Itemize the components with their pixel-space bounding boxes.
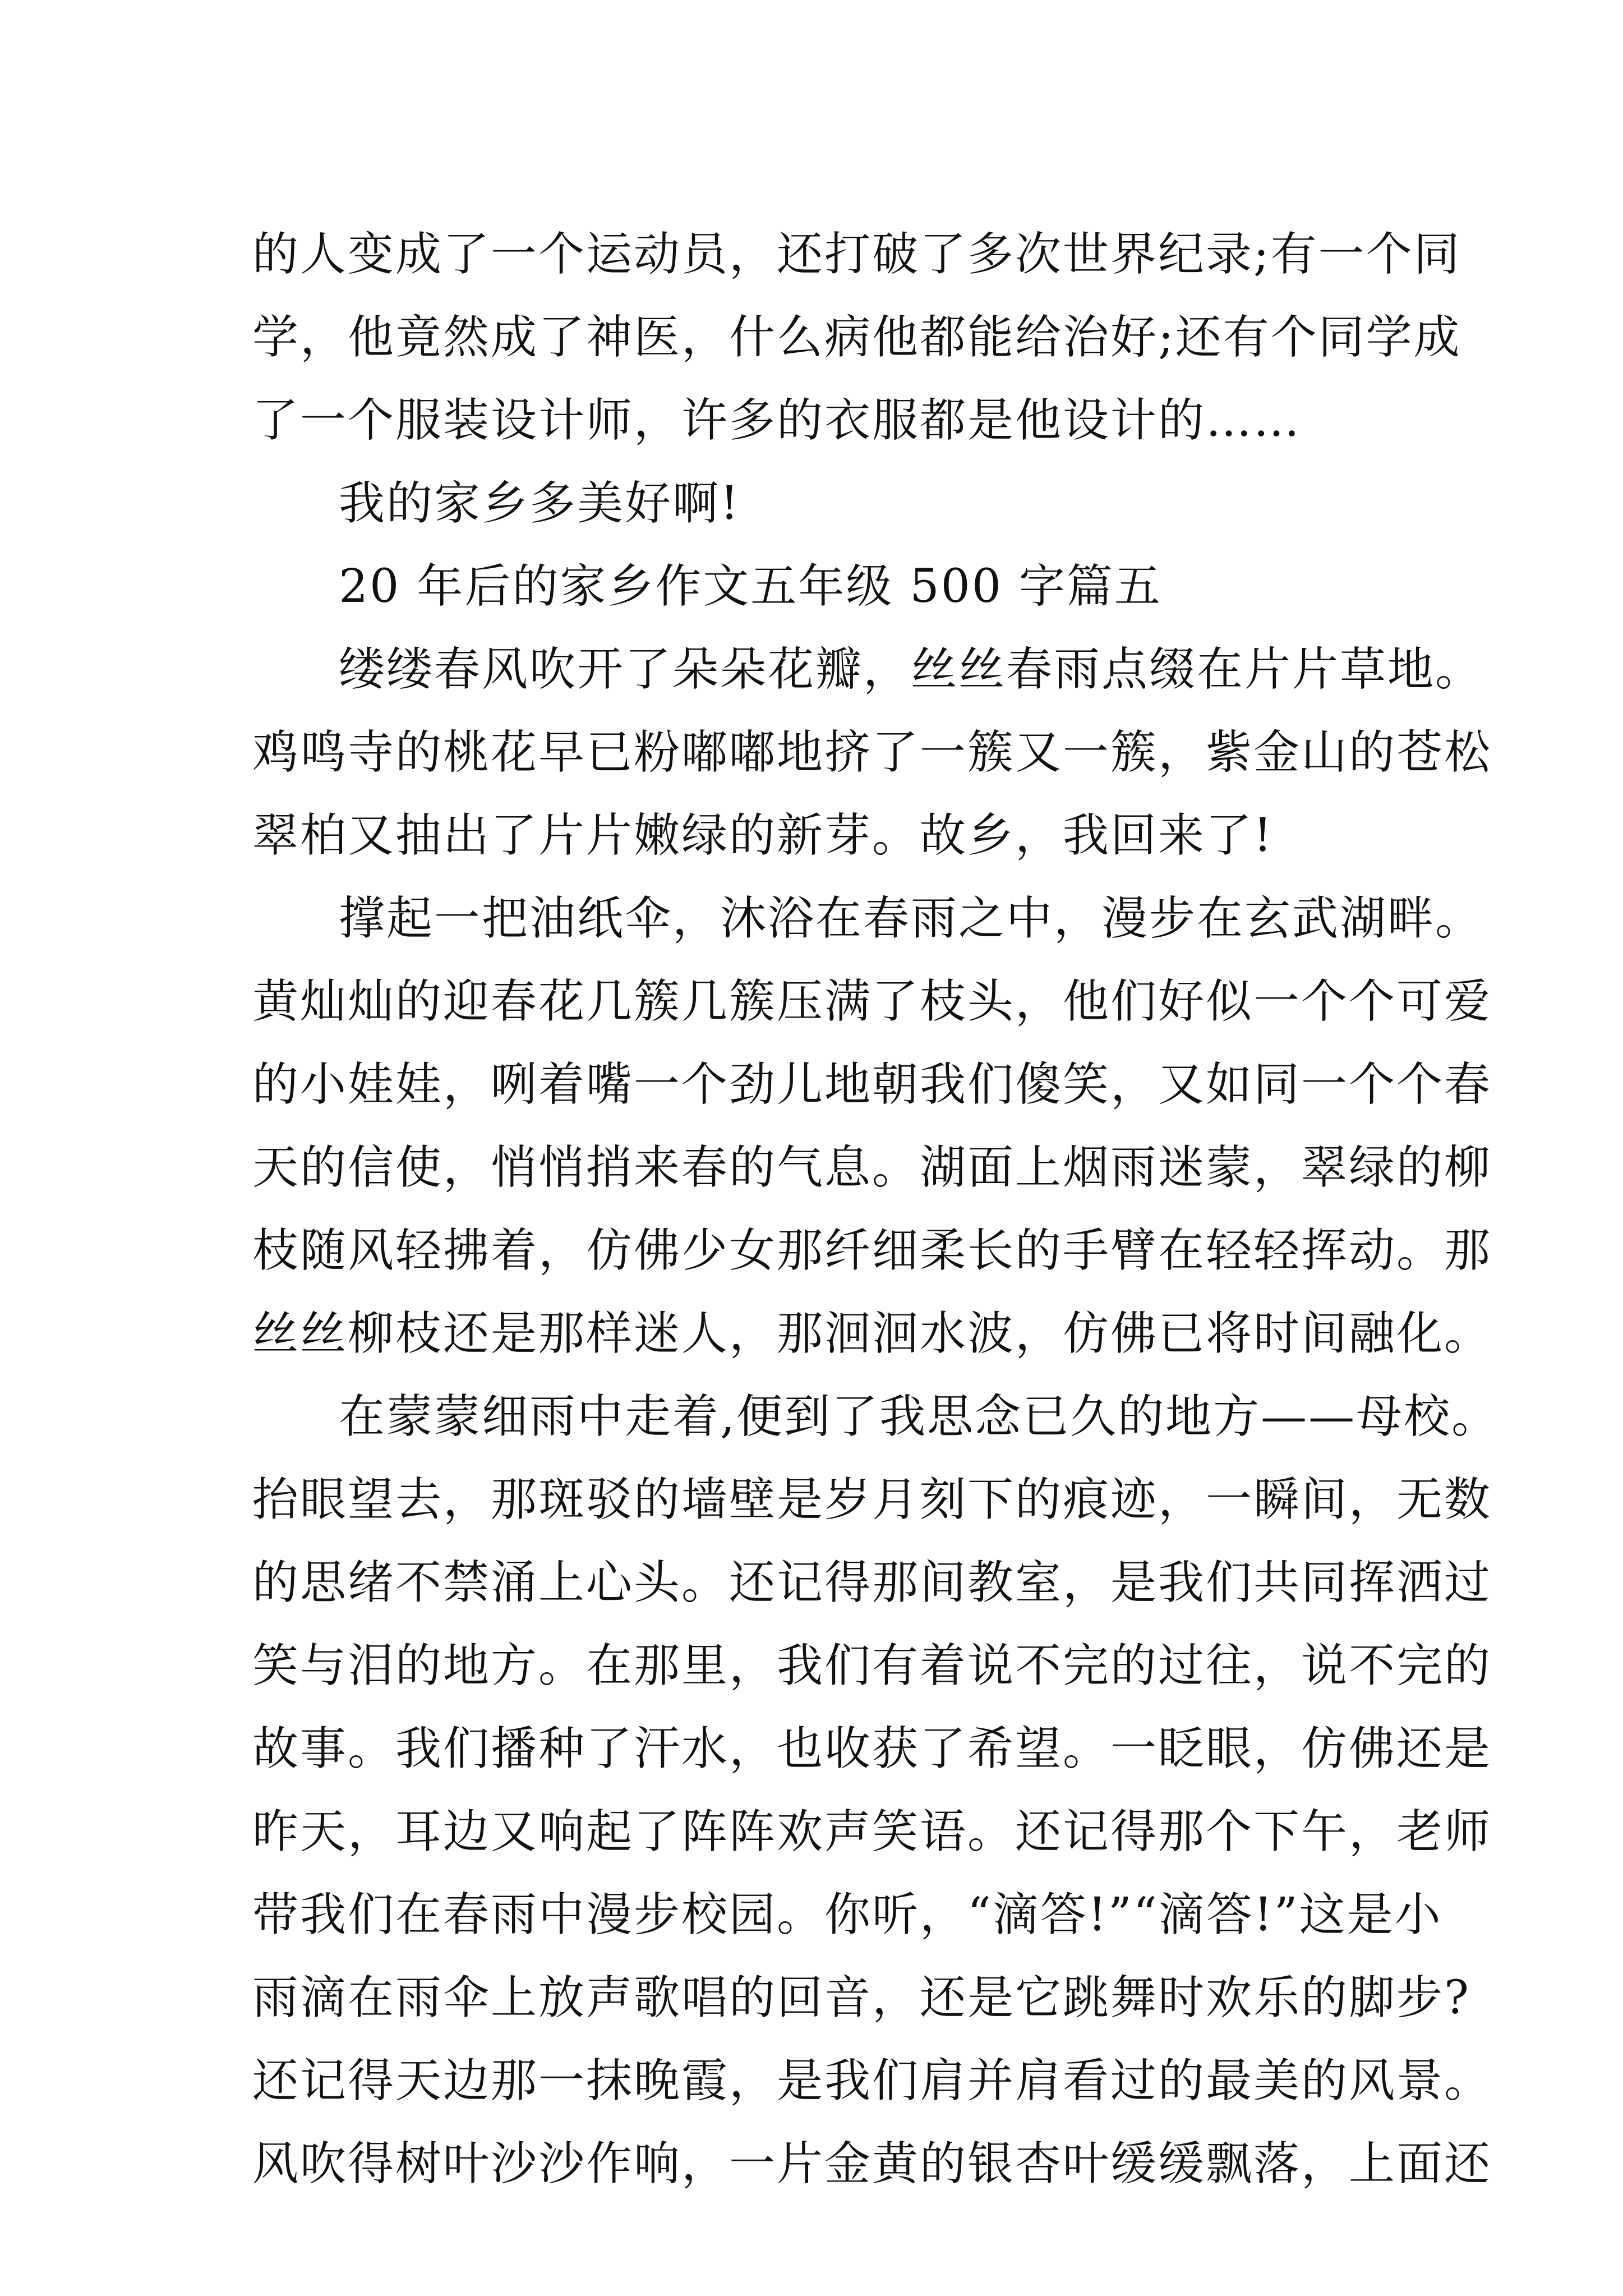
text-line: 还记得天边那一抹晚霞，是我们肩并肩看过的最美的风景。 xyxy=(252,2054,1492,2108)
text-line: 在蒙蒙细雨中走着,便到了我思念已久的地方——母校。 xyxy=(339,1390,1500,1443)
text-line: 天的信使，悄悄捎来春的气息。湖面上烟雨迷蒙，翠绿的柳 xyxy=(252,1141,1492,1194)
text-line: 笑与泪的地方。在那里，我们有着说不完的过往，说不完的 xyxy=(252,1639,1492,1692)
text-line: 故事。我们播种了汗水，也收获了希望。一眨眼，仿佛还是 xyxy=(252,1722,1492,1775)
text-line: 的人变成了一个运动员，还打破了多次世界纪录;有一个同 xyxy=(252,228,1461,281)
text-line: 带我们在春雨中漫步校园。你听，“滴答!”“滴答!”这是小 xyxy=(252,1888,1442,1941)
text-line: 丝丝柳枝还是那样迷人，那洄洄水波，仿佛已将时间融化。 xyxy=(252,1307,1492,1360)
text-line: 风吹得树叶沙沙作响，一片金黄的银杏叶缓缓飘落，上面还 xyxy=(252,2137,1492,2191)
text-line: 的思绪不禁涌上心头。还记得那间教室，是我们共同挥洒过 xyxy=(252,1556,1492,1609)
text-line: 黄灿灿的迎春花几簇几簇压满了枝头，他们好似一个个可爱 xyxy=(252,975,1492,1028)
text-line: 昨天，耳边又响起了阵阵欢声笑语。还记得那个下午，老师 xyxy=(252,1805,1492,1858)
text-line: 翠柏又抽出了片片嫩绿的新芽。故乡，我回来了! xyxy=(252,809,1274,862)
text-line: 枝随风轻拂着，仿佛少女那纤细柔长的手臂在轻轻挥动。那 xyxy=(252,1224,1492,1277)
text-line: 缕缕春风吹开了朵朵花瓣，丝丝春雨点缀在片片草地。 xyxy=(339,643,1483,696)
text-line: 抬眼望去，那斑驳的墙壁是岁月刻下的痕迹，一瞬间，无数 xyxy=(252,1473,1492,1526)
text-line: 我的家乡多美好啊! xyxy=(339,477,740,530)
text-line: 雨滴在雨伞上放声歌唱的回音，还是它跳舞时欢乐的脚步? xyxy=(252,1971,1470,2024)
text-line: 鸡鸣寺的桃花早已粉嘟嘟地挤了一簇又一簇，紫金山的苍松 xyxy=(252,726,1492,779)
text-line: 了一个服装设计师，许多的衣服都是他设计的…… xyxy=(252,394,1302,447)
essay-body xyxy=(252,213,1500,2206)
text-line: 撑起一把油纸伞，沐浴在春雨之中，漫步在玄武湖畔。 xyxy=(339,892,1483,945)
text-line: 的小娃娃，咧着嘴一个劲儿地朝我们傻笑，又如同一个个春 xyxy=(252,1058,1492,1111)
section-heading: 20 年后的家乡作文五年级 500 字篇五 xyxy=(339,560,1163,613)
text-line: 学，他竟然成了神医，什么病他都能给治好;还有个同学成 xyxy=(252,311,1461,364)
